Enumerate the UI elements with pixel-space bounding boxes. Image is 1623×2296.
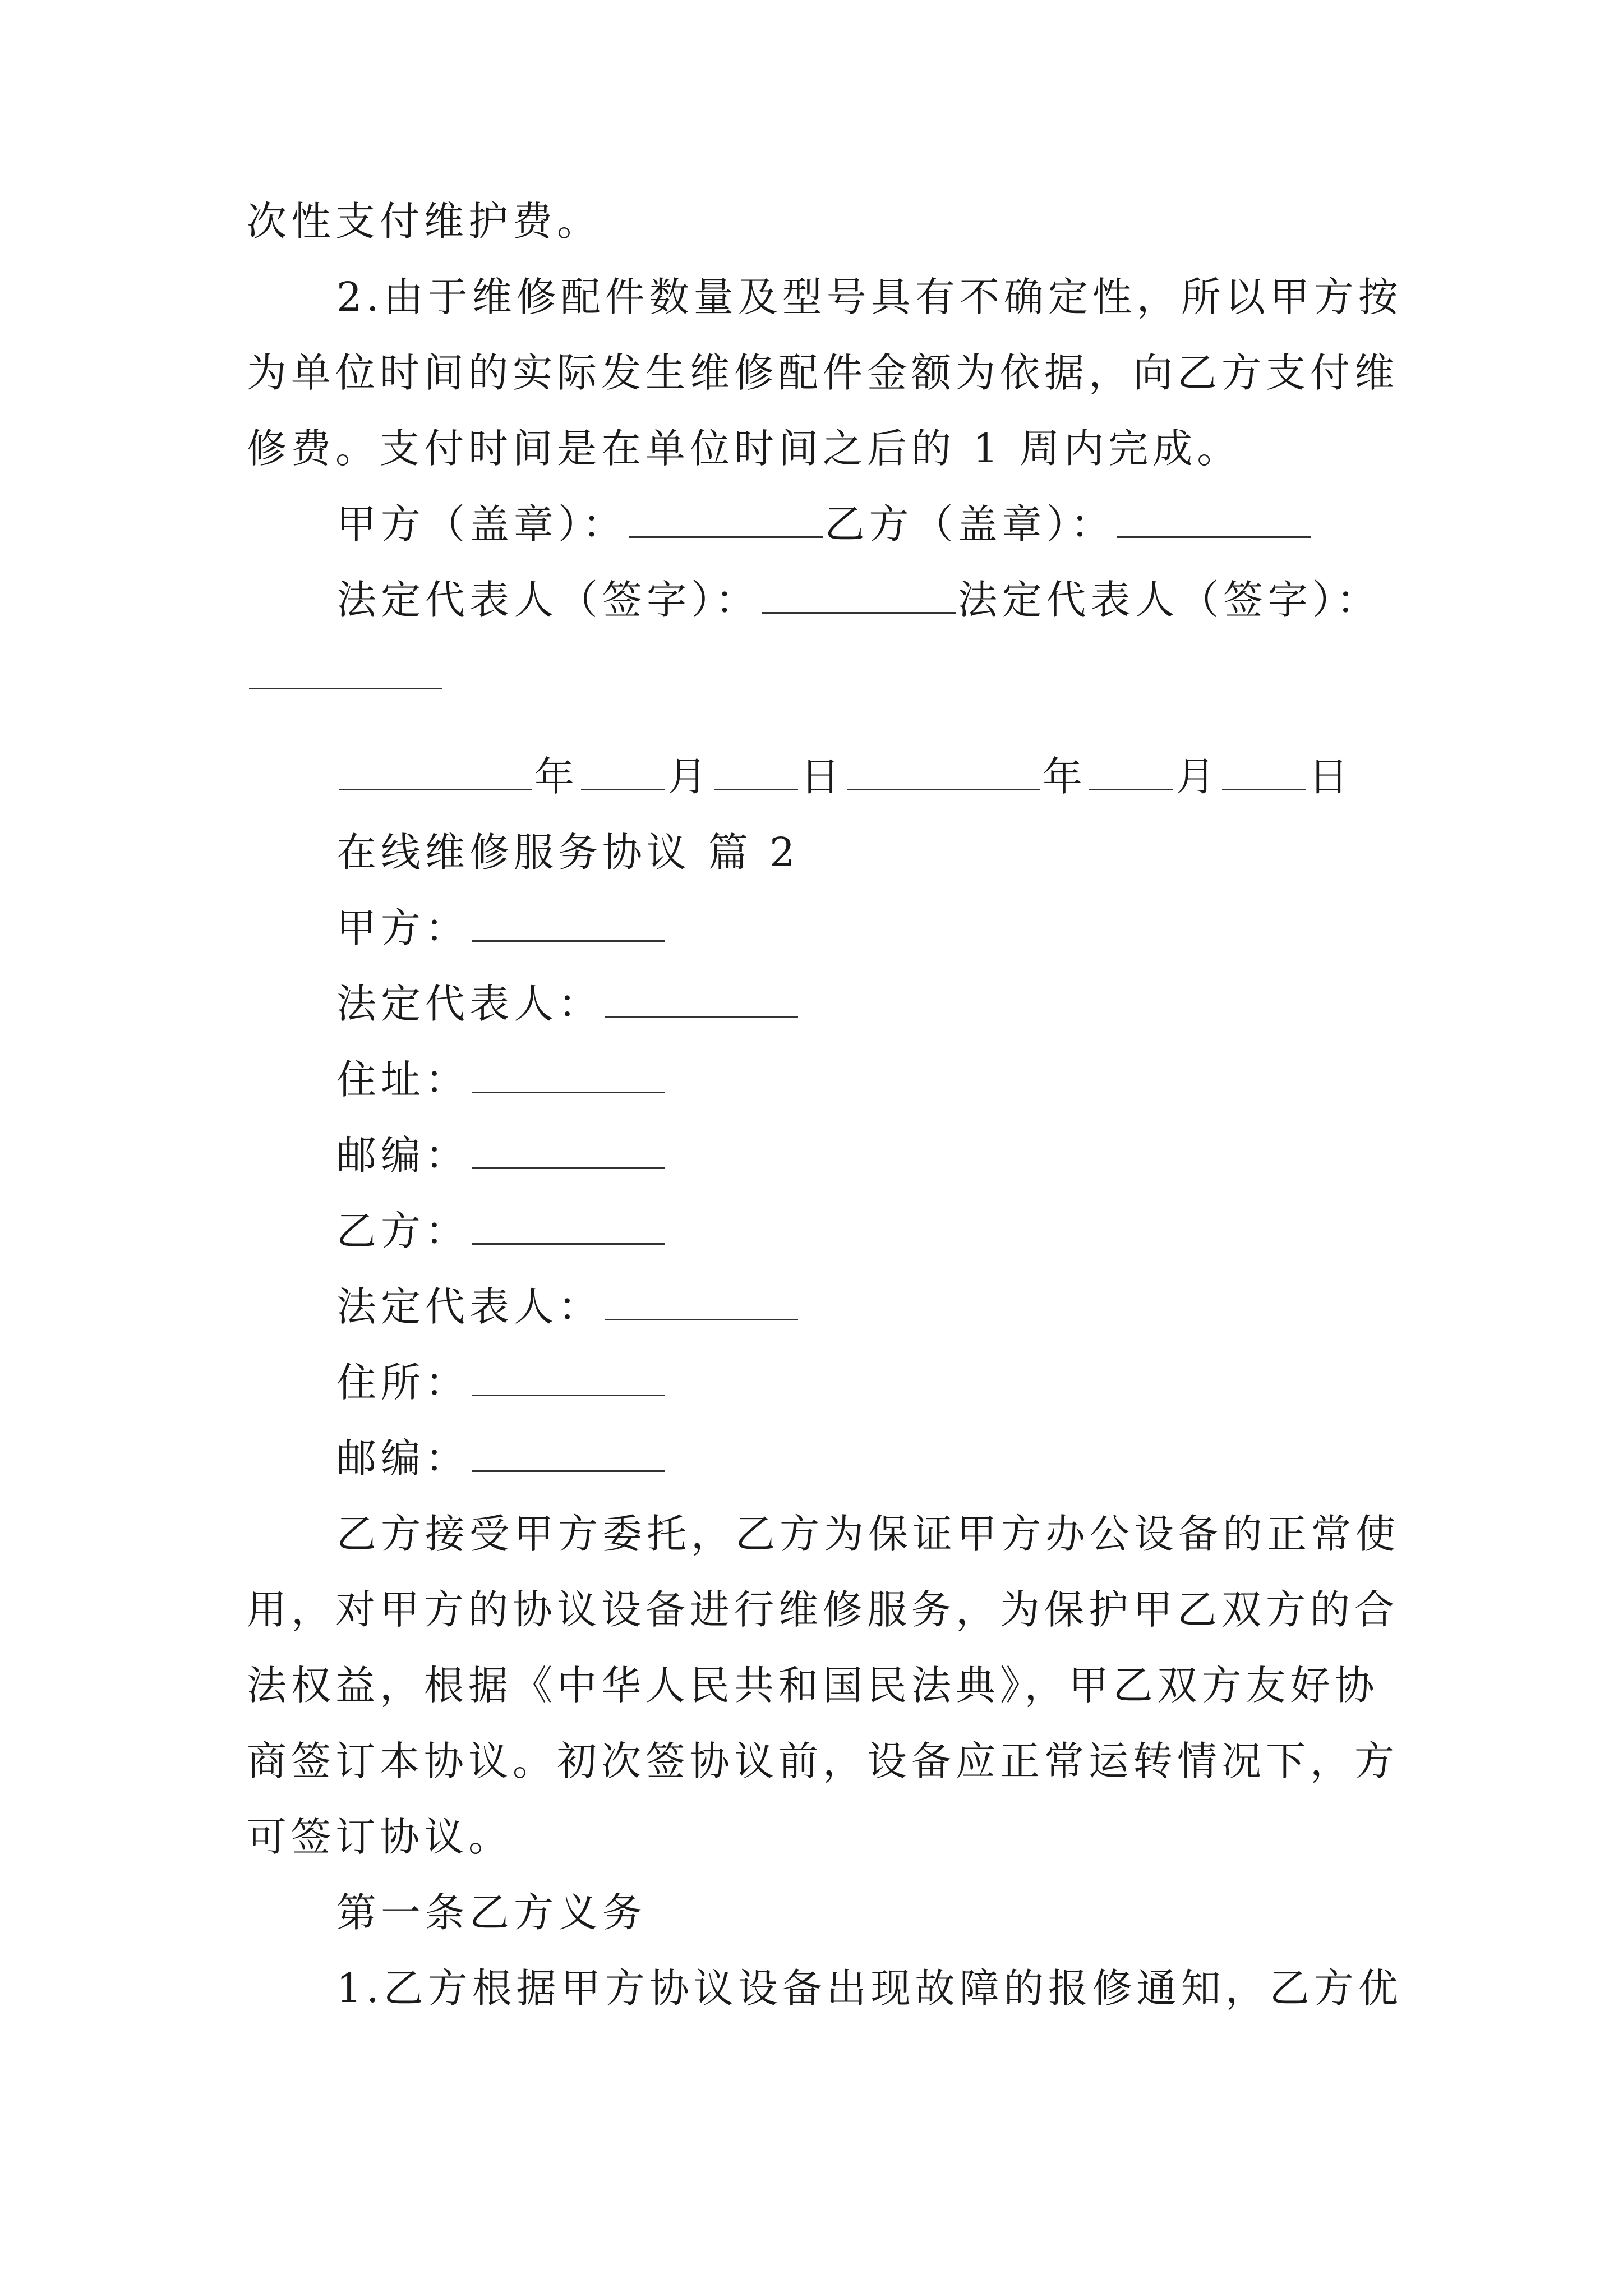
- fill-blank: [762, 577, 956, 614]
- text: 用，对甲方的协议设备进行维修服务，为保护甲乙双方的合: [247, 1586, 1399, 1633]
- rep-label: 法定代表人：: [336, 1283, 603, 1330]
- fill-blank: [714, 754, 798, 790]
- seal-line: [336, 491, 1313, 558]
- text: 法权益，根据《中华人民共和国民法典》，甲乙双方友好协: [247, 1662, 1379, 1709]
- field-line: [336, 1349, 667, 1416]
- field-line: [336, 1046, 667, 1114]
- month-label: 月: [667, 753, 712, 800]
- date-line: [336, 743, 1353, 811]
- fill-blank: [472, 1057, 665, 1093]
- text-line: [336, 1955, 1403, 2022]
- blank-line: [247, 642, 445, 710]
- fill-blank: [249, 653, 442, 689]
- text-line: [247, 1728, 1399, 1795]
- day-label: 日: [800, 753, 845, 800]
- fill-blank: [1089, 754, 1173, 790]
- fill-blank: [472, 1133, 665, 1169]
- field-line: [336, 970, 800, 1038]
- text: 为单位时间的实际发生维修配件金额为依据，向乙方支付维: [247, 349, 1399, 396]
- text: 1.乙方根据甲方协议设备出现故障的报修通知，乙方优: [336, 1965, 1403, 2012]
- text-line: [247, 1803, 513, 1871]
- text: 次性支付维护费。: [247, 198, 602, 245]
- party-a-seal-label: 甲方（盖章）：: [336, 501, 627, 547]
- party-b-label: 乙方：: [336, 1208, 470, 1254]
- text: 在线维修服务协议 篇 2: [336, 829, 800, 876]
- fill-blank: [472, 1208, 665, 1245]
- text-line: [247, 339, 1399, 407]
- fill-blank: [847, 754, 1040, 790]
- postcode-label: 邮编：: [336, 1132, 470, 1179]
- fill-blank: [339, 754, 532, 790]
- residence-label: 住所：: [336, 1359, 470, 1406]
- rep-sign-line: [336, 567, 1381, 634]
- text: 商签订本协议。初次签协议前，设备应正常运转情况下，方: [247, 1738, 1399, 1784]
- text-line: [247, 188, 601, 255]
- article-heading: [336, 1879, 647, 1947]
- field-line: [336, 1198, 667, 1265]
- text: 乙方接受甲方委托，乙方为保证甲方办公设备的正常使: [336, 1511, 1400, 1557]
- rep-b-sign-label: 法定代表人（签字）：: [957, 577, 1381, 623]
- year-label: 年: [534, 753, 579, 800]
- field-line: [336, 1273, 800, 1341]
- year-label: 年: [1043, 753, 1087, 800]
- text-line: [247, 1576, 1399, 1644]
- fill-blank: [472, 1435, 665, 1472]
- address-label: 住址：: [336, 1056, 470, 1103]
- section-title: [336, 819, 799, 886]
- month-label: 月: [1175, 753, 1220, 800]
- fill-blank: [472, 905, 665, 942]
- rep-a-sign-label: 法定代表人（签字）：: [336, 577, 760, 623]
- text-line: [247, 1652, 1379, 1719]
- day-label: 日: [1308, 753, 1353, 800]
- field-line: [336, 895, 667, 962]
- text: 2.由于维修配件数量及型号具有不确定性，所以甲方按: [336, 274, 1403, 320]
- fill-blank: [605, 1284, 798, 1320]
- text-line: [247, 415, 1241, 482]
- postcode-label: 邮编：: [336, 1435, 470, 1481]
- rep-label: 法定代表人：: [336, 981, 603, 1027]
- party-b-seal-label: 乙方（盖章）：: [824, 501, 1115, 547]
- party-a-label: 甲方：: [336, 905, 470, 951]
- fill-blank: [605, 981, 798, 1018]
- fill-blank: [581, 754, 665, 790]
- field-line: [336, 1425, 667, 1492]
- fill-blank: [629, 501, 823, 538]
- fill-blank: [1222, 754, 1306, 790]
- text: 第一条乙方义务: [336, 1889, 647, 1936]
- fill-blank: [1117, 501, 1311, 538]
- text-line: [336, 1501, 1400, 1568]
- text: 修费。支付时间是在单位时间之后的 1 周内完成。: [247, 425, 1242, 472]
- fill-blank: [472, 1360, 665, 1396]
- text-line: [336, 264, 1403, 331]
- text: 可签订协议。: [247, 1814, 513, 1860]
- field-line: [336, 1122, 667, 1189]
